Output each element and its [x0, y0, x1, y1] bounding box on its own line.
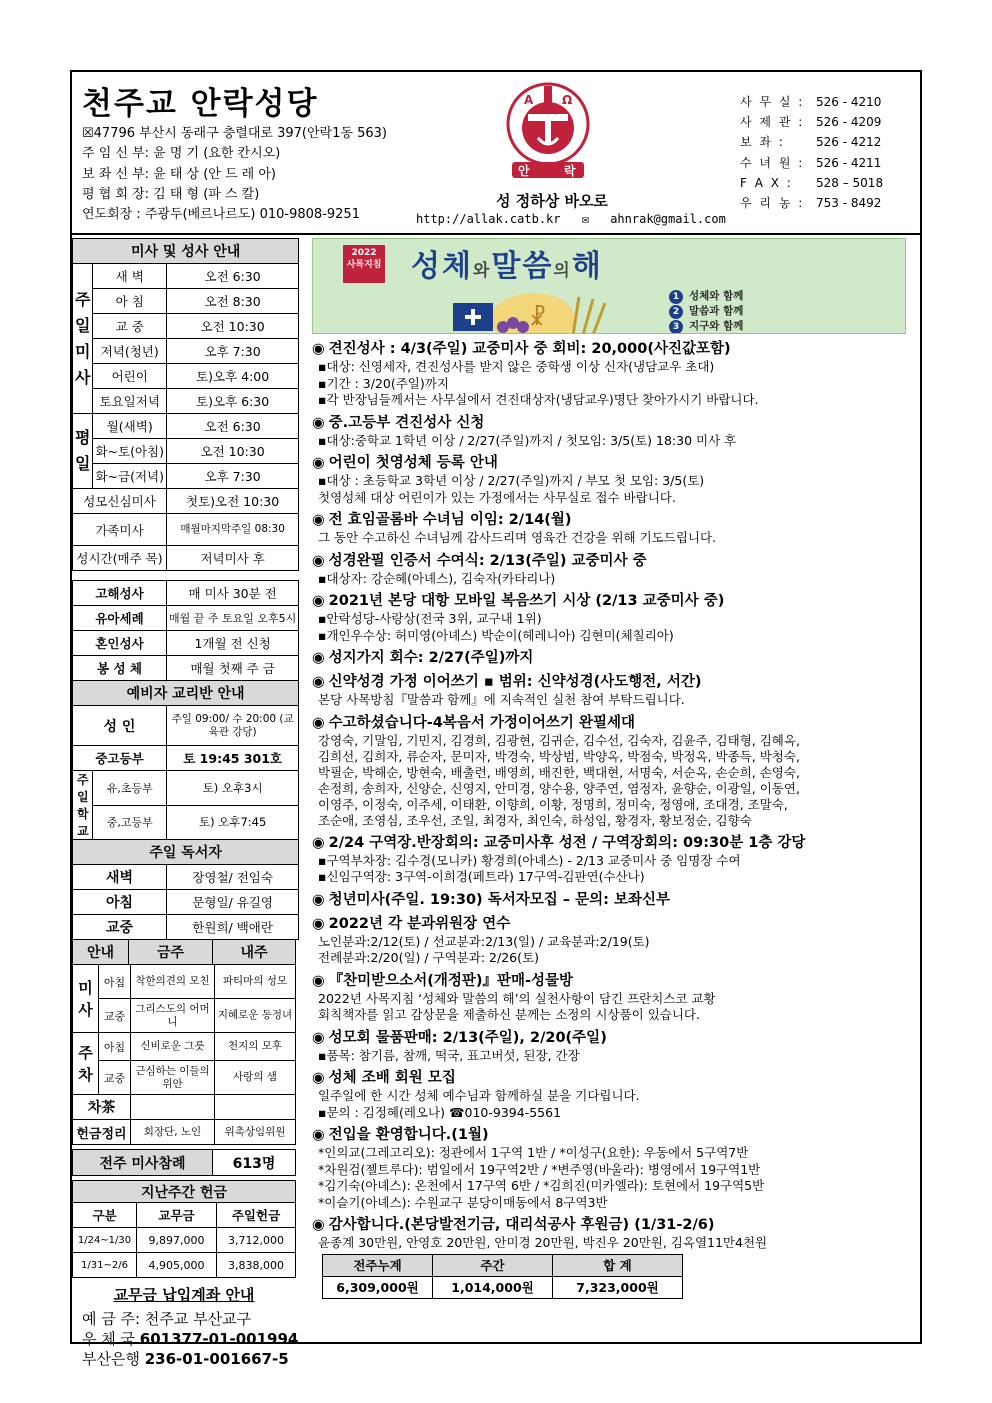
- council-president-line: 평 협 회 장: 김 태 형 (파 스 칼): [82, 186, 260, 202]
- offering-label: 헌금정리: [73, 1120, 131, 1145]
- bullet-icon: ◉: [312, 1029, 325, 1046]
- school-name: 중,고등부: [93, 805, 167, 840]
- phone-row: F A X : 528 – 5018: [740, 175, 884, 190]
- phone-row: 보 좌 : 526 - 4212: [740, 135, 882, 150]
- duty-next-week: 천지의 모후: [215, 1033, 296, 1061]
- special-mass-name: 성시간(매주 목): [73, 546, 167, 571]
- duty-next-week: 사랑의 샘: [215, 1061, 296, 1095]
- collection-table: [72, 1180, 296, 1278]
- announcement: ◉ 중.고등부 견진성사 신청 ▪대상:중학교 1학년 이상 / 2/27(주일)까지 / 첫모임: 3/5(토) 18:30 미사 후: [312, 414, 737, 448]
- completion-names: 강영숙, 기말임, 기민지, 김경희, 김광현, 김귀순, 김수선, 김숙자, 김윤주, 김태형, 김혜옥, 김희선, 김희자, 류순자, 문미자, 박경숙, 박상범, 박양옥, 박점숙, 박정옥, 박종득, 박청숙, 박필순, 박해순, 방현숙, 배출련, 배영희, 배진한, 백대현, 서명숙, 서순옥, 손순희, 손영숙, 손정희, 송희자, 신양순, 신영지, 안미경, 양수용, 양주연, 염정자, 윤향순, 이광일, 이동연, 이영주, 이정숙, 이주세, 이태환, 이향희, 이황, 정명희, 정미숙, 정영애, 조대경, 조말숙, 조순애, 조영심, 조우선, 조일, 최경자, 최인숙, 하성임, 황경자, 황보정순, 김향숙: [318, 732, 800, 828]
- bullet-icon: ◉: [312, 552, 325, 569]
- banner-points: [669, 289, 743, 334]
- collection-head: 구분: [73, 1203, 137, 1228]
- school-name: 유,초등부: [93, 771, 167, 806]
- sacrament-time: 매월 첫째 주 금: [167, 656, 299, 681]
- totals-value: 6,309,000원: [323, 1276, 433, 1298]
- schedule-table: [72, 238, 299, 940]
- sunday-school-label: 주일학교: [73, 771, 93, 840]
- banner-point: 3 지구와 함께: [669, 319, 743, 334]
- bullet-icon: ◉: [312, 1127, 325, 1143]
- homepage-link[interactable]: http://allak.catb.kr: [416, 212, 561, 226]
- reader-names: 한원희/ 백애란: [167, 915, 299, 940]
- announcement: ◉ 수고하셨습니다-4복음서 가정이어쓰기 완필세대 강영숙, 기말임, 기민지, 김경희, 김광현, 김귀순, 김수선, 김숙자, 김윤주, 김태형, 김혜옥, 김희선, 김희자, 류순자, 문미자, 박경숙, 박상범, 박양옥, 박점숙, 박정옥, 박종득, 박청숙, 박필순, 박해순, 방현숙, 배출련, 배영희, 배진한, 백대현, 서명숙, 서순옥, 손순희, 손영숙, 손정희, 송희자, 신양순, 신영지, 안미경, 양수용, 양주연, 염정자, 윤향순, 이광일, 이동연, 이영주, 이정숙, 이주세, 이태환, 이향희, 이황, 정명희, 정미숙, 정영애, 조대경, 조말숙, 조순애, 조영심, 조우선, 조일, 최경자, 최인숙, 하성임, 황경자, 황보정순, 김향숙: [312, 714, 912, 829]
- announcement: ◉ 감사합니다.(본당발전기금, 대리석공사 후원금) (1/31-2/6) 윤종계 30만원, 안영호 20만원, 안미경 20만원, 박진우 20만원, 김옥열11만4천원 전주누계 주간 합 계 6,309,000원 1,014,000원 7,323,000원: [312, 1216, 912, 1299]
- totals-head: 주간: [433, 1254, 553, 1276]
- mass-name: 월(새벽): [93, 414, 167, 439]
- school-time: 토) 오후3시: [167, 771, 299, 806]
- adult-label: 성 인: [73, 706, 167, 746]
- attendance-label: 전주 미사참례: [73, 1150, 213, 1176]
- mass-time: 토)오후 4:00: [167, 364, 299, 389]
- offering-this-week: 회장단, 노인: [131, 1120, 215, 1145]
- announcement: ◉ 성체 조배 회원 모집 일주일에 한 시간 성체 예수님과 함께하실 분을 기다립니다. ▪문의 : 김정혜(레오나) ☎010-9394-5561: [312, 1070, 640, 1120]
- mass-name: 새 벽: [93, 264, 167, 289]
- account-list: [72, 1309, 299, 1369]
- announcement: ◉ 청년미사(주일. 19:30) 독서자모집 – 문의: 보좌신부: [312, 891, 670, 908]
- announcement: ◉ 『찬미받으소서(개정판)』판매-성물방 2022년 사목지침 ‘성체와 말씀의 해’의 실천사항이 담긴 프란치스코 교황 회칙책자를 읽고 감상문을 제출하신 분께는 소정의 시상품이 있습니다.: [312, 972, 716, 1022]
- account-row: 부산은행 236-01-001667-5: [82, 1350, 289, 1368]
- email-link[interactable]: ahnrak@gmail.com: [610, 212, 726, 226]
- svg-text:☧: ☧: [529, 306, 547, 331]
- svg-text:Ω: Ω: [562, 93, 573, 107]
- mass-section-title: 미사 및 성사 안내: [73, 239, 299, 264]
- mass-name: 교 중: [93, 314, 167, 339]
- donation-totals-table: [322, 1254, 683, 1299]
- account-row: 예 금 주: 천주교 부산교구: [82, 1310, 252, 1328]
- announcement: ◉ 2/24 구역장.반장회의: 교중미사후 성전 / 구역장회의: 09:30분 1층 강당 ▪구역부차장: 김수경(모니카) 황경희(아녜스) - 2/13 교중미사 중 임명장 수여 ▪신임구역장: 3구역-이희경(페트라) 17구역-김판연(수산나): [312, 834, 806, 884]
- bullet-icon: ◉: [312, 915, 325, 932]
- collection-title: 지난주간 헌금: [73, 1181, 296, 1203]
- announcement: ◉ 견진성사 : 4/3(주일) 교중미사 중 회비: 20,000(사진값포함) ▪대상: 신영세자, 견진성사를 받지 않은 중학생 이상 신자(냉담교우 초대) ▪기간 : 3/20(주일)까지 ▪각 반장님들께서는 사무실에서 견진대상자(냉담교우)명단 찾아가시기 바랍니다.: [312, 341, 759, 407]
- sacrament-time: 1개월 전 신청: [167, 631, 299, 656]
- bullet-icon: ◉: [312, 512, 325, 528]
- reader-mass: 새벽: [73, 865, 167, 890]
- readers-section-title: 주일 독서자: [73, 840, 299, 865]
- svg-text:A: A: [524, 93, 534, 107]
- bullet-icon: ◉: [312, 674, 325, 690]
- collection-head: 교무금: [137, 1203, 217, 1228]
- duty-table: [72, 939, 296, 965]
- mass-time: 오전 8:30: [167, 289, 299, 314]
- bullet-icon: ◉: [312, 455, 325, 471]
- reader-mass: 아침: [73, 890, 167, 915]
- duty-next-week: 지혜로운 동정녀: [215, 999, 296, 1033]
- announcement: ◉ 어린이 첫영성체 등록 안내 ▪대상 : 초등학교 3학년 이상 / 2/27(주일)까지 / 부모 첫 모임: 3/5(토) 첫영성체 대상 어린이가 있는 가정에서는 사무실로 접수 바랍니다.: [312, 455, 705, 505]
- bullet-icon: ◉: [312, 1217, 325, 1233]
- mass-time: 오전 6:30: [167, 264, 299, 289]
- assistant-pastor-line: 보 좌 신 부: 윤 태 상 (안 드 레 아): [82, 166, 276, 182]
- announcement: ◉ 성지가지 회수: 2/27(주일)까지: [312, 650, 534, 666]
- announcement: ◉ 신약성경 가정 이어쓰기 ▪ 범위: 신약성경(사도행전, 서간) 본당 사목방침『말씀과 함께』에 지속적인 실천 참여 부탁드립니다.: [312, 674, 702, 707]
- account-title: 교무금 납입계좌 안내: [113, 1286, 255, 1304]
- announcement: ◉ 성경완필 인증서 수여식: 2/13(주일) 교중미사 중 ▪대상자: 강순혜(아녜스), 김숙자(카타리나): [312, 552, 647, 586]
- school-time: 토) 오후7:45: [167, 805, 299, 840]
- duty-next-week: 파티마의 성모: [215, 965, 296, 999]
- catechism-section-title: 예비자 교리반 안내: [73, 681, 299, 706]
- announcement: ◉ 2021년 본당 대항 모바일 복음쓰기 시상 (2/13 교중미사 중) ▪안락성당-사랑상(전국 3위, 교구내 1위) ▪개인우수상: 허미영(아녜스) 박순이(헤레니아) 김현미(체칠리아): [312, 593, 725, 643]
- mass-time: 오후 7:30: [167, 464, 299, 489]
- mass-time: 토)오후 6:30: [167, 389, 299, 414]
- tea-label: 차茶: [73, 1095, 131, 1120]
- spacer: [73, 571, 299, 581]
- mail-icon: ✉: [581, 212, 589, 226]
- right-column: [312, 238, 912, 1304]
- bullet-icon: ◉: [312, 1070, 325, 1086]
- svg-text:락: 락: [564, 164, 576, 178]
- duty-head: 금주: [129, 940, 213, 965]
- youth-label: 중고등부: [73, 746, 167, 771]
- collection-dues: 9,897,000: [137, 1228, 217, 1253]
- announcement: ◉ 전입을 환영합니다.(1월) *인의교(그레고리오): 정관에서 1구역 1반 / *이성구(요한): 우동에서 5구역7반 *차원검(젤트루다): 범일에서 19구역2반 / *변주영(바울라): 병영에서 19구역1반 *김기숙(아녜스): 온천에서 17구역 6반 / *김희진(미카엘라): 토현에서 19구역5반 *이슬기(아녜스): 수원교구 분당이매동에서 8구역3반: [312, 1127, 765, 1210]
- announcement-list: [312, 340, 912, 1299]
- phone-row: 사 무 실 : 526 - 4210: [740, 95, 882, 109]
- duty-name: 교중: [99, 999, 131, 1033]
- duty-head: 내주: [213, 940, 296, 965]
- bullet-icon: ◉: [312, 341, 325, 357]
- collection-period: 1/24~1/30: [73, 1228, 137, 1253]
- sacrament-name: 봉 성 체: [73, 656, 167, 681]
- special-mass-time: 첫토)오전 10:30: [167, 489, 299, 514]
- church-info: [82, 124, 387, 225]
- banner-point: 2 말씀과 함께: [669, 304, 743, 319]
- reader-mass: 교중: [73, 915, 167, 940]
- pastor-line: 주 임 신 부: 윤 명 기 (요한 칸시오): [82, 146, 281, 162]
- duty-this-week: 착한의견의 모친: [131, 965, 215, 999]
- year-badge: 2022 사목지침: [343, 245, 385, 283]
- mass-name: 화~금(저녁): [93, 464, 167, 489]
- mass-name: 화~토(아침): [93, 439, 167, 464]
- mass-name: 토요일저녁: [93, 389, 167, 414]
- reader-names: 문형일/ 유길영: [167, 890, 299, 915]
- offering-next-week: 위촉상임위원: [215, 1120, 296, 1145]
- sacrament-name: 유아세례: [73, 606, 167, 631]
- bullet-icon: ◉: [312, 714, 325, 731]
- bullet-icon: ◉: [312, 650, 325, 666]
- sacrament-time: 매월 끝 주 토요일 오후5시: [167, 606, 299, 631]
- banner-point: 1 성체와 함께: [669, 289, 743, 304]
- duty-rows: [72, 964, 296, 1145]
- duty-this-week: 그리스도의 어머니: [131, 999, 215, 1033]
- wheat-grapes-icon: [433, 279, 633, 334]
- reader-names: 장영철/ 전임숙: [167, 865, 299, 890]
- phone-row: 우 리 농 : 753 - 8492: [740, 196, 882, 211]
- announcement: ◉ 성모회 물품판매: 2/13(주일), 2/20(주일) ▪품목: 참기름, 참깨, 떡국, 표고버섯, 된장, 간장: [312, 1029, 607, 1063]
- totals-value: 7,323,000원: [553, 1276, 683, 1298]
- attendance-value: 613명: [213, 1150, 296, 1176]
- duty-this-week: 근심하는 이들의 위안: [131, 1061, 215, 1095]
- totals-head: 합 계: [553, 1254, 683, 1276]
- special-mass-time: 매월마지막주일 08:30: [167, 514, 299, 546]
- collection-head: 주일헌금: [217, 1203, 296, 1228]
- special-mass-name: 가족미사: [73, 514, 167, 546]
- sacrament-time: 매 미사 30분 전: [167, 581, 299, 606]
- youth-time: 토 19:45 301호: [167, 746, 299, 771]
- announcement: ◉ 전 효임골롬바 수녀님 이임: 2/14(월) 그 동안 수고하신 수녀님께 감사드리며 영육간 건강을 위해 기도드립니다.: [312, 512, 717, 545]
- address: ☒47796 부산시 동래구 충렬대로 397(안락1동 563): [82, 126, 387, 141]
- left-column: [72, 238, 299, 1369]
- phone-list: [740, 92, 883, 213]
- bullet-icon: ◉: [312, 834, 325, 851]
- svg-text:안: 안: [518, 164, 530, 178]
- duty-mass-label: 미사: [73, 965, 99, 1033]
- church-title: 천주교 안락성당: [82, 86, 319, 122]
- duty-this-week: 신비로운 그릇: [131, 1033, 215, 1061]
- phone-row: 사 제 관 : 526 - 4209: [740, 115, 882, 130]
- mass-name: 아 침: [93, 289, 167, 314]
- weekday-label: 평일: [73, 414, 93, 489]
- mass-time: 오후 7:30: [167, 339, 299, 364]
- account-row: 우 체 국 601377-01-001994: [82, 1330, 299, 1348]
- duty-head: 안내: [73, 940, 129, 965]
- announcement: ◉ 2022년 각 분과위원장 연수 노인분과:2/12(토) / 선교분과:2/13(일) / 교육분과:2/19(토) 전례분과:2/20(일) / 구역분과: 2/26(토): [312, 915, 650, 965]
- collection-sunday: 3,712,000: [217, 1228, 296, 1253]
- sacrament-name: 고해성사: [73, 581, 167, 606]
- duty-name: 아침: [99, 965, 131, 999]
- sunday-label: 주일미사: [73, 264, 93, 414]
- bullet-icon: ◉: [312, 593, 325, 609]
- bullet-icon: ◉: [312, 414, 325, 431]
- bullet-icon: ◉: [312, 891, 325, 908]
- attendance-table: [72, 1149, 296, 1176]
- year-theme-banner: [312, 238, 906, 334]
- adult-time: 주일 09:00/ 수 20:00 (교육관 강당): [167, 706, 299, 746]
- mass-time: 오전 10:30: [167, 439, 299, 464]
- sacrament-name: 혼인성사: [73, 631, 167, 656]
- special-mass-time: 저녁미사 후: [167, 546, 299, 571]
- totals-value: 1,014,000원: [433, 1276, 553, 1298]
- mass-name: 저녁(청년): [93, 339, 167, 364]
- patron-saint: 성 정하상 바오로: [496, 192, 608, 210]
- collection-dues: 4,905,000: [137, 1253, 217, 1278]
- prayer-leader-line: 연도회장 : 주광두(베르나르도) 010-9808-9251: [82, 207, 360, 223]
- bulletin-page: [70, 70, 922, 1368]
- special-mass-name: 성모신심미사: [73, 489, 167, 514]
- mass-time: 오전 6:30: [167, 414, 299, 439]
- collection-sunday: 3,838,000: [217, 1253, 296, 1278]
- mass-name: 어린이: [93, 364, 167, 389]
- phone-row: 수 녀 원 : 526 - 4211: [740, 155, 882, 170]
- banner-title: 성체와말씀의해: [411, 249, 603, 284]
- totals-head: 전주누계: [323, 1254, 433, 1276]
- bullet-icon: ◉: [312, 972, 325, 989]
- church-logo-icon: [504, 80, 592, 182]
- header: [72, 72, 920, 235]
- collection-period: 1/31~2/6: [73, 1253, 137, 1278]
- duty-parking-label: 주차: [73, 1033, 99, 1095]
- duty-name: 교중: [99, 1061, 131, 1095]
- mass-time: 오전 10:30: [167, 314, 299, 339]
- web-links: [416, 212, 740, 226]
- duty-name: 아침: [99, 1033, 131, 1061]
